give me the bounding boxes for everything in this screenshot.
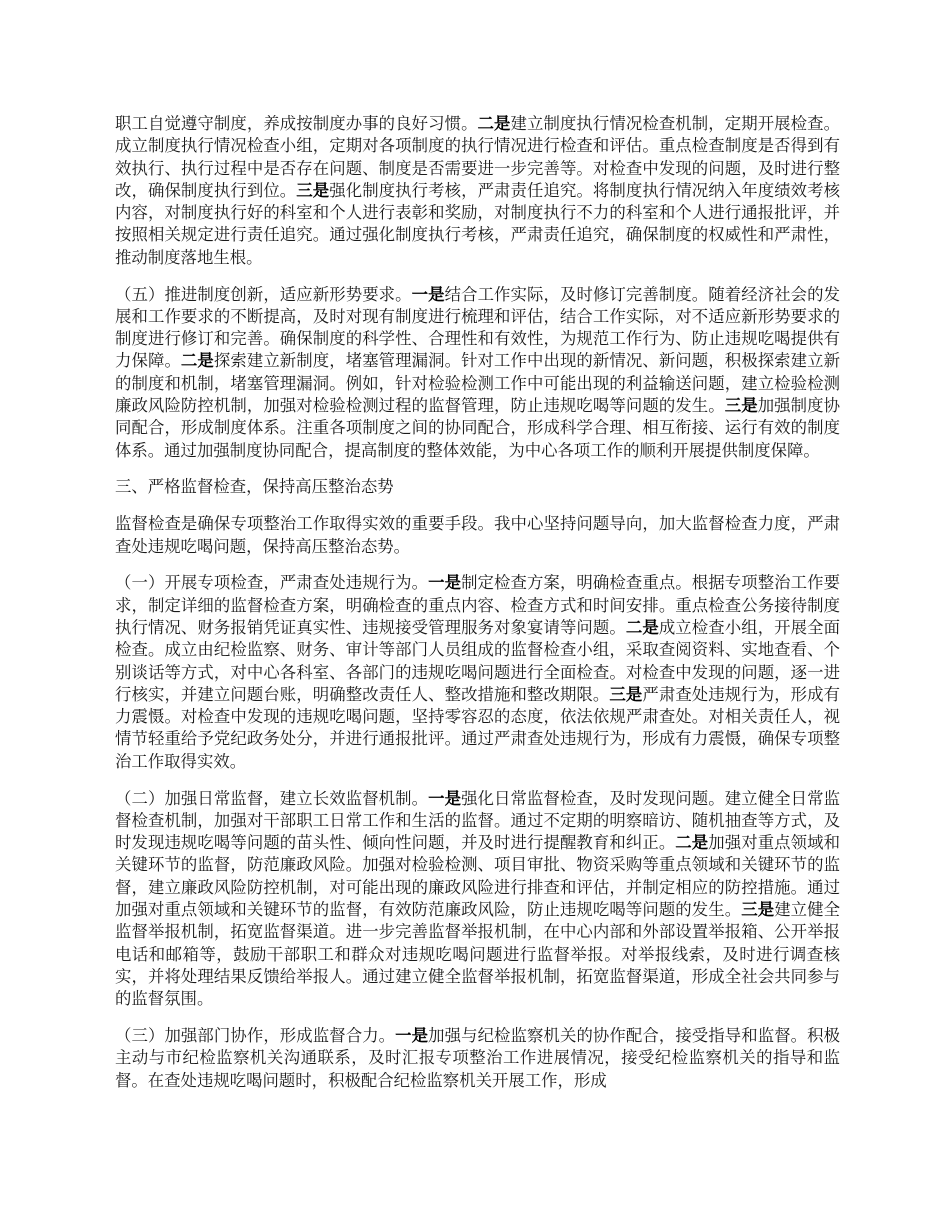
- paragraph-text: 制定检查方案，明确检查重点。根据专项整治工作要求，制定详细的监督检查方案，明确检查的重点内容、检查方式和时间安排。重点检查公务接待制度执行情况、财务报销凭证真实性、违规接受管理服务对象宴请等问题。: [115, 573, 841, 637]
- emphasis-label: 二是: [477, 114, 511, 133]
- emphasis-label: 三是: [724, 396, 758, 416]
- paragraph-text: 三、严格监督检查，保持高压整治态势: [115, 477, 394, 497]
- paragraph-text: 强化制度执行考核，严肃责任追究。将制度执行情况纳入年度绩效考核内容，对制度执行好的科室和个人进行表彰和奖励，对制度执行不力的科室和个人进行通报批评，并按照相关规定进行责任追究。通过强化制度执行考核，严肃责任追究，确保制度的权威性和严肃性，推动制度落地生根。: [115, 180, 841, 267]
- paragraph-text: 加强对重点领域和关键环节的监督，防范廉政风险。加强对检验检测、项目审批、物资采购等重点领域和关键环节的监督，建立廉政风险防控机制，对可能出现的廉政风险进行排查和评估，并制定相应的防控措施。通过加强对重点领域和关键环节的监督，有效防范廉政风险，防止违规吃喝等问题的发生。: [115, 833, 841, 919]
- body-paragraph: [115, 513, 840, 558]
- paragraph-text: 建立制度执行情况检查机制，定期开展检查。成立制度执行情况检查小组，定期对各项制度的执行情况进行检查和评估。重点检查制度是否得到有效执行、执行过程中是否存在问题、制度是否需要进一步完善等。对检查中发现的问题，及时进行整改，确保制度执行到位。: [115, 114, 841, 200]
- paragraph-text: 成立检查小组，开展全面检查。成立由纪检监察、财务、审计等部门人员组成的监督检查小组，采取查阅资料、实地查看、个别谈话等方式，对中心各科室、各部门的违规吃喝问题进行全面检查。对检查中发现的问题，逐一进行核实，并建立问题台账，明确整改责任人、整改措施和整改期限。: [115, 617, 841, 704]
- body-paragraph: [115, 1025, 840, 1092]
- paragraph-text: （一）开展专项检查，严肃查处违规行为。: [115, 573, 429, 593]
- paragraph-text: （二）加强日常监督，建立长效监督机制。: [115, 788, 429, 808]
- paragraph-text: 加强制度协同配合，形成制度体系。注重各项制度之间的协同配合，形成科学合理、相互衔接、运行有效的制度体系。通过加强制度协同配合，提高制度的整体效能，为中心各项工作的顺利开展提供制度保障。: [115, 396, 841, 460]
- paragraph-text: 加强与纪检监察机关的协作配合，接受指导和监督。积极主动与市纪检监察机关沟通联系，及时汇报专项整治工作进展情况，接受纪检监察机关的指导和监督。在查处违规吃喝问题时，积极配合纪检监察机关开展工作，形成: [115, 1025, 841, 1090]
- document-page: [115, 113, 840, 1106]
- emphasis-label: 二是: [180, 351, 214, 371]
- emphasis-label: 一是: [428, 788, 462, 808]
- paragraph-text: 强化日常监督检查，及时发现问题。建立健全日常监督检查机制，加强对干部职工日常工作和生活的监督。通过不定期的明察暗访、随机抽查等方式，及时发现违规吃喝等问题的苗头性、倾向性问题，并及时进行提醒教育和纠正。: [115, 788, 841, 853]
- paragraph-text: 严肃查处违规行为，形成有力震慑。对检查中发现的违规吃喝问题，坚持零容忍的态度，依法依规严肃查处。对相关责任人，视情节轻重给予党纪政务处分，并进行通报批评。通过严肃查处违规行为，形成有力震慑，确保专项整治工作取得实效。: [115, 684, 841, 771]
- emphasis-label: 二是: [675, 833, 709, 853]
- emphasis-label: 一是: [428, 573, 462, 593]
- paragraph-text: （三）加强部门协作，形成监督合力。: [115, 1025, 396, 1045]
- body-paragraph: [115, 113, 840, 269]
- body-paragraph: [115, 284, 840, 462]
- emphasis-label: 三是: [741, 900, 775, 919]
- section-heading: [115, 476, 840, 498]
- paragraph-text: 建立健全监督举报机制，拓宽监督渠道。进一步完善监督举报机制，在中心内部和外部设置举报箱、公开举报电话和邮箱等，鼓励干部职工和群众对违规吃喝问题进行监督举报。对举报线索，及时进行调查核实，并将处理结果反馈给举报人。通过建立健全监督举报机制，拓宽监督渠道，形成全社会共同参与的监督氛围。: [115, 900, 841, 1009]
- emphasis-label: 三是: [296, 180, 330, 200]
- paragraph-text: 结合工作实际，及时修订完善制度。随着经济社会的发展和工作要求的不断提高，及时对现有制度进行梳理和评估，结合工作实际，对不适应新形势要求的制度进行修订和完善。确保制度的科学性、合理性和有效性，为规范工作行为、防止违规吃喝提供有力保障。: [115, 284, 841, 371]
- emphasis-label: 二是: [625, 617, 659, 637]
- emphasis-label: 一是: [395, 1025, 429, 1045]
- body-paragraph: [115, 572, 840, 773]
- paragraph-text: （五）推进制度创新，适应新形势要求。: [115, 284, 412, 304]
- emphasis-label: 一是: [411, 284, 445, 304]
- body-paragraph: [115, 788, 840, 1011]
- paragraph-text: 监督检查是确保专项整治工作取得实效的重要手段。我中心坚持问题导向，加大监督检查力度，严肃查处违规吃喝问题，保持高压整治态势。: [115, 514, 840, 556]
- paragraph-text: 职工自觉遵守制度，养成按制度办事的良好习惯。: [115, 114, 478, 133]
- emphasis-label: 三是: [609, 684, 643, 704]
- paragraph-text: 探索建立新制度，堵塞管理漏洞。针对工作中出现的新情况、新问题，积极探索建立新的制度和机制，堵塞管理漏洞。例如，针对检验检测工作中可能出现的利益输送问题，建立检验检测廉政风险防控机制，加强对检验检测过程的监督管理，防止违规吃喝等问题的发生。: [115, 351, 841, 416]
